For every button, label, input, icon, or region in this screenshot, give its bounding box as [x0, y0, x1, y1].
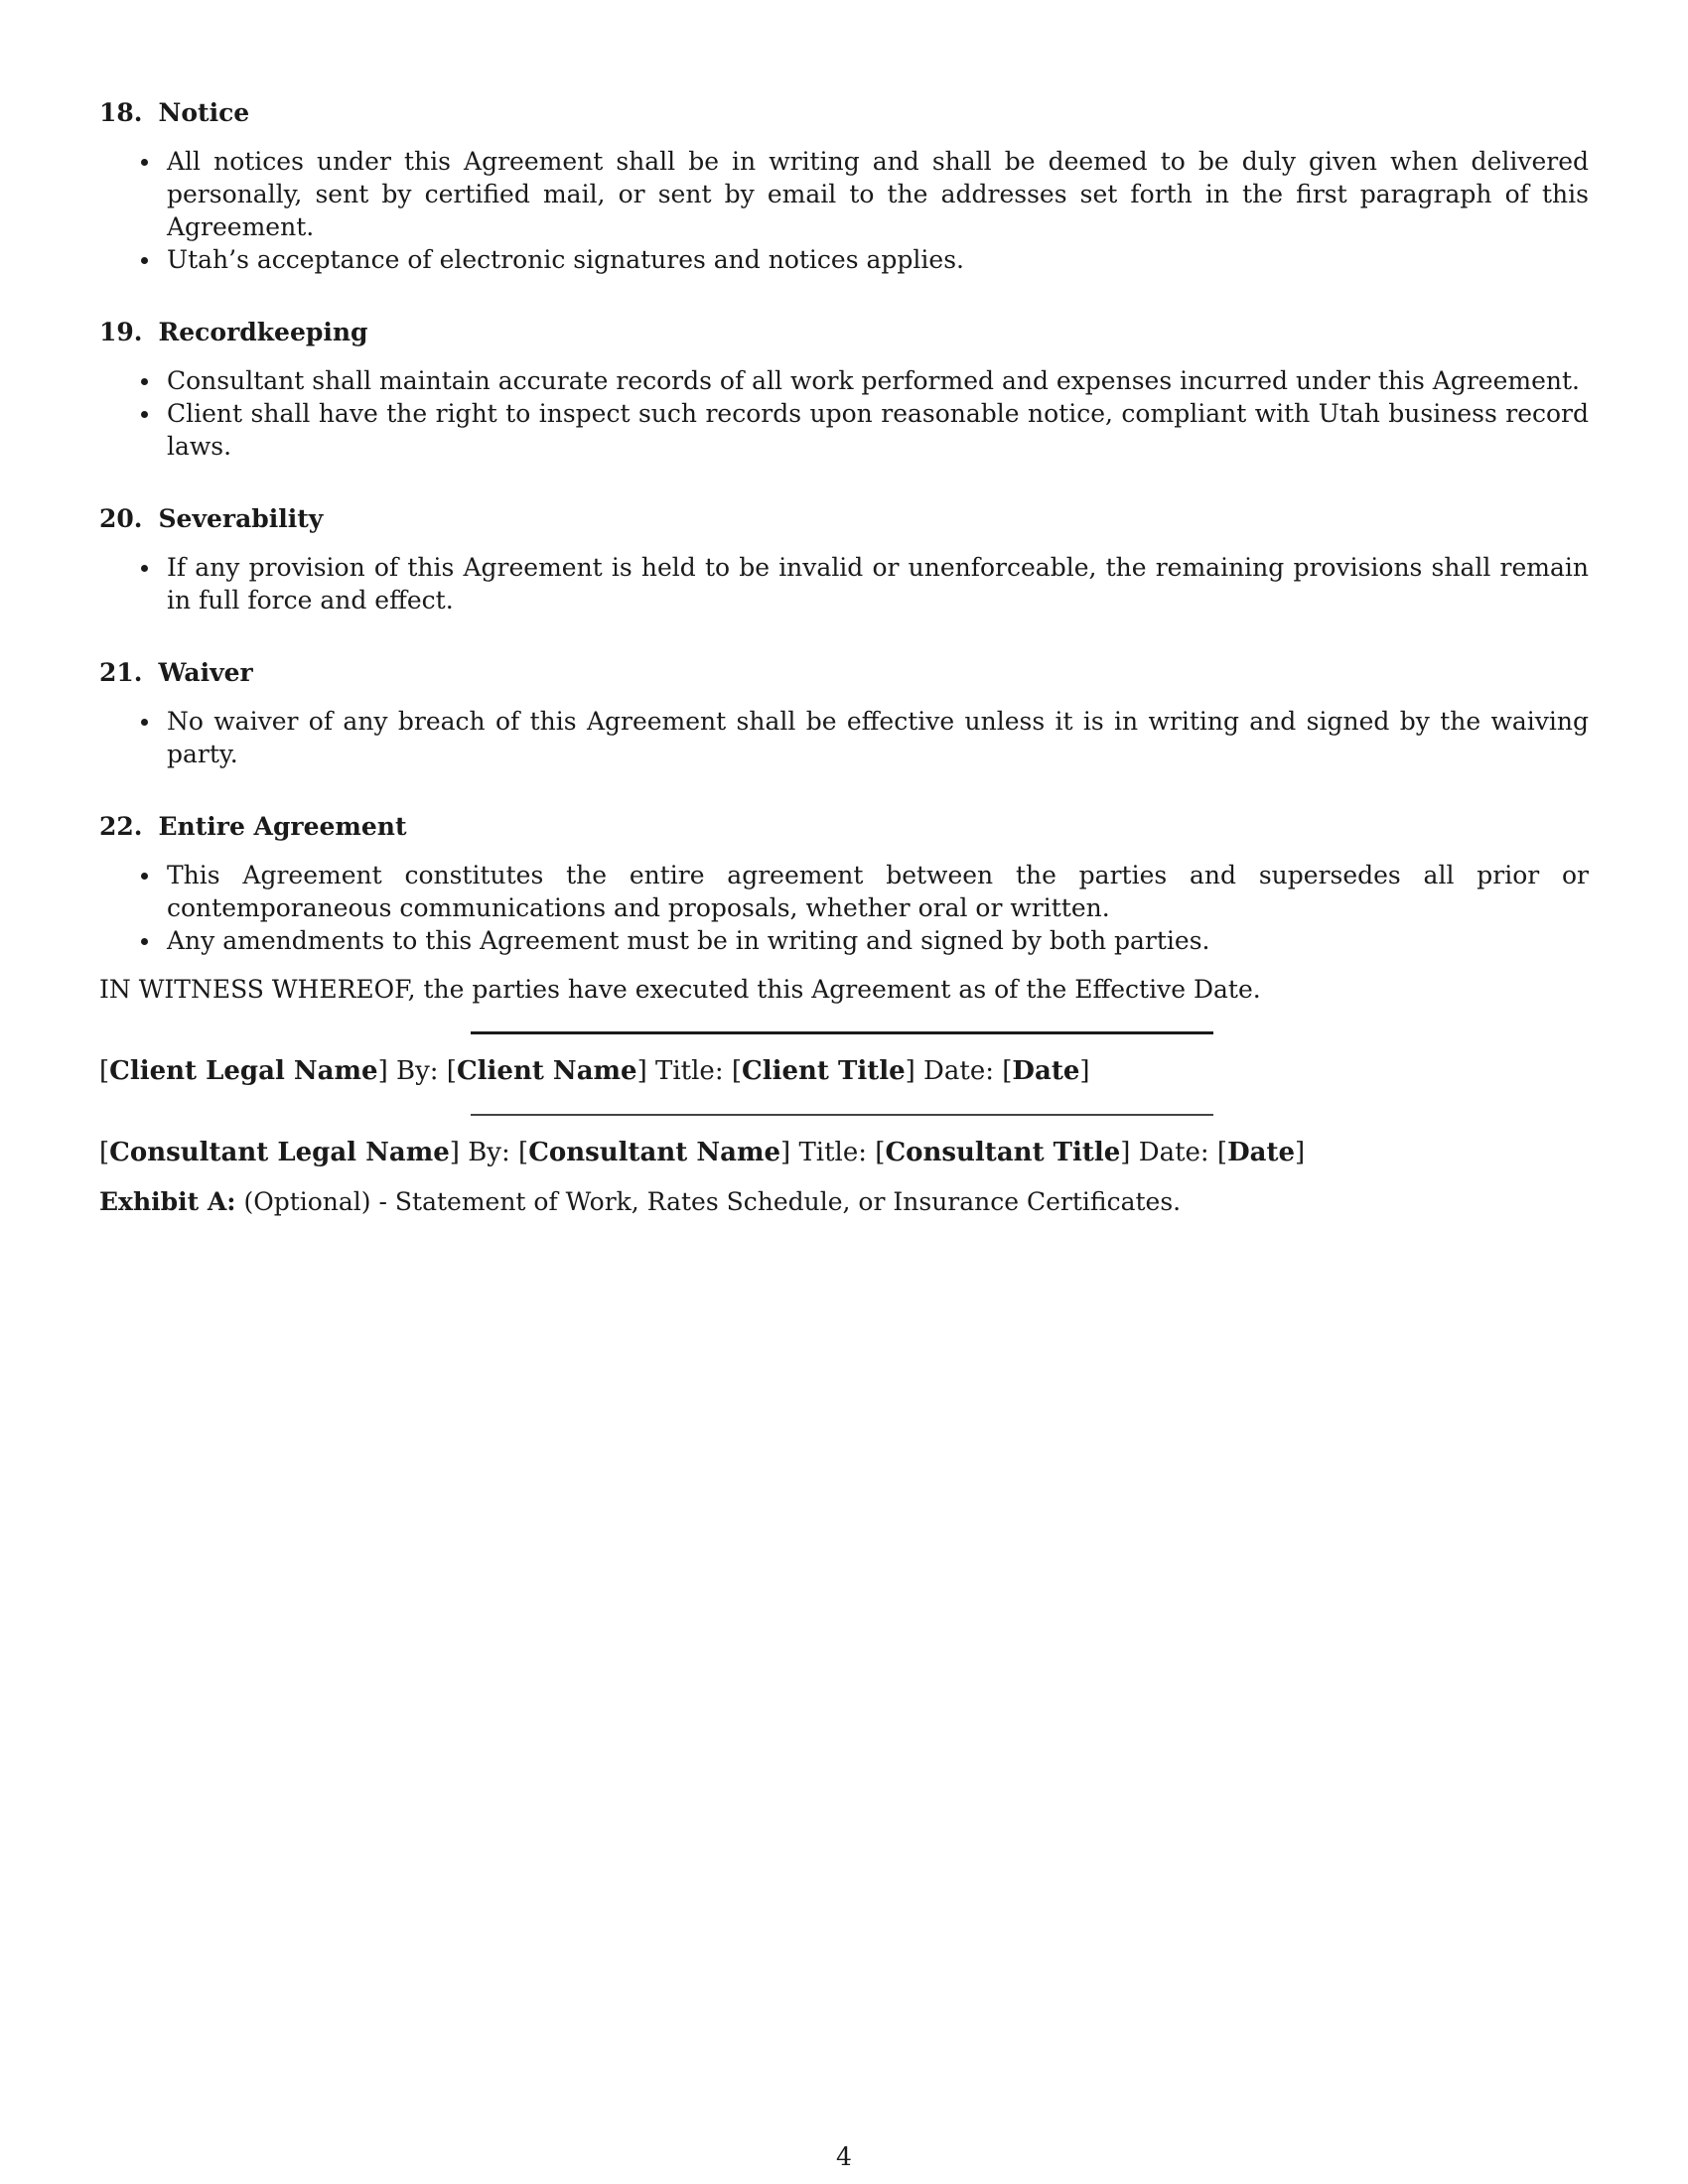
section-number: 20.	[99, 504, 143, 533]
section-title: Entire Agreement	[158, 812, 407, 841]
consultant-legal-name: Consultant Legal Name	[109, 1138, 450, 1167]
section-number: 22.	[99, 812, 143, 841]
bullet-list	[99, 364, 1589, 463]
section-heading	[99, 657, 1589, 689]
section-number: 19.	[99, 318, 143, 346]
document-page	[99, 97, 1589, 1218]
section-heading	[99, 97, 1589, 129]
consultant-signature-line	[471, 1114, 1213, 1116]
section-number: 18.	[99, 98, 143, 127]
client-signature-line	[471, 1031, 1213, 1034]
list-item: Client shall have the right to inspect such records upon reasonable notice, compliant with Utah business record laws.	[99, 397, 1589, 463]
section-recordkeeping	[99, 317, 1589, 463]
date-label: Date:	[923, 1056, 994, 1086]
section-title: Severability	[158, 504, 324, 533]
section-severability	[99, 503, 1589, 616]
section-heading	[99, 317, 1589, 348]
exhibit-note	[99, 1185, 1589, 1218]
exhibit-label: Exhibit A:	[99, 1187, 236, 1216]
title-label: Title:	[655, 1056, 724, 1086]
consultant-date: Date	[1227, 1138, 1296, 1167]
client-name: Client Name	[456, 1056, 637, 1086]
section-entire-agreement	[99, 811, 1589, 957]
by-label: By:	[468, 1138, 510, 1167]
section-heading	[99, 503, 1589, 535]
list-item: Utah’s acceptance of electronic signatures and notices applies.	[99, 243, 1589, 276]
consultant-name: Consultant Name	[528, 1138, 781, 1167]
client-signature-block: [Client Legal Name] By: [Client Name] Title: [Client Title] Date: [Date]	[99, 1056, 1090, 1086]
title-label: Title:	[798, 1138, 868, 1167]
by-label: By:	[395, 1056, 439, 1086]
date-label: Date:	[1138, 1138, 1209, 1167]
section-title: Waiver	[158, 658, 253, 687]
section-heading	[99, 811, 1589, 843]
section-title: Notice	[158, 98, 250, 127]
client-title: Client Title	[742, 1056, 906, 1086]
section-waiver	[99, 657, 1589, 770]
client-legal-name: Client Legal Name	[109, 1056, 378, 1086]
exhibit-text: (Optional) - Statement of Work, Rates Schedule, or Insurance Certificates.	[243, 1187, 1182, 1216]
list-item: If any provision of this Agreement is held to be invalid or unenforceable, the remaining provisions shall remain in full force and effect.	[99, 551, 1589, 616]
list-item: All notices under this Agreement shall be in writing and shall be deemed to be duly given when delivered personally, sent by certified mail, or sent by email to the addresses set forth in the first paragraph of this Agreement.	[99, 145, 1589, 243]
list-item: No waiver of any breach of this Agreement shall be effective unless it is in writing and signed by the waiving party.	[99, 705, 1589, 770]
witness-statement: IN WITNESS WHEREOF, the parties have executed this Agreement as of the Effective Date.	[99, 975, 1261, 1004]
section-number: 21.	[99, 658, 143, 687]
list-item: Consultant shall maintain accurate records of all work performed and expenses incurred under this Agreement.	[99, 364, 1589, 397]
section-notice	[99, 97, 1589, 276]
section-title: Recordkeeping	[158, 318, 368, 346]
bullet-list	[99, 551, 1589, 616]
bullet-list	[99, 859, 1589, 957]
bullet-list	[99, 705, 1589, 770]
bullet-list	[99, 145, 1589, 276]
list-item: This Agreement constitutes the entire agreement between the parties and supersedes all prior or contemporaneous communications and proposals, whether oral or written.	[99, 859, 1589, 924]
consultant-title: Consultant Title	[885, 1138, 1121, 1167]
client-date: Date	[1012, 1056, 1080, 1086]
consultant-signature-block: [Consultant Legal Name] By: [Consultant Name] Title: [Consultant Title] Date: [Date]	[99, 1138, 1306, 1167]
page-number: 4	[836, 2142, 852, 2171]
list-item: Any amendments to this Agreement must be in writing and signed by both parties.	[99, 924, 1589, 957]
